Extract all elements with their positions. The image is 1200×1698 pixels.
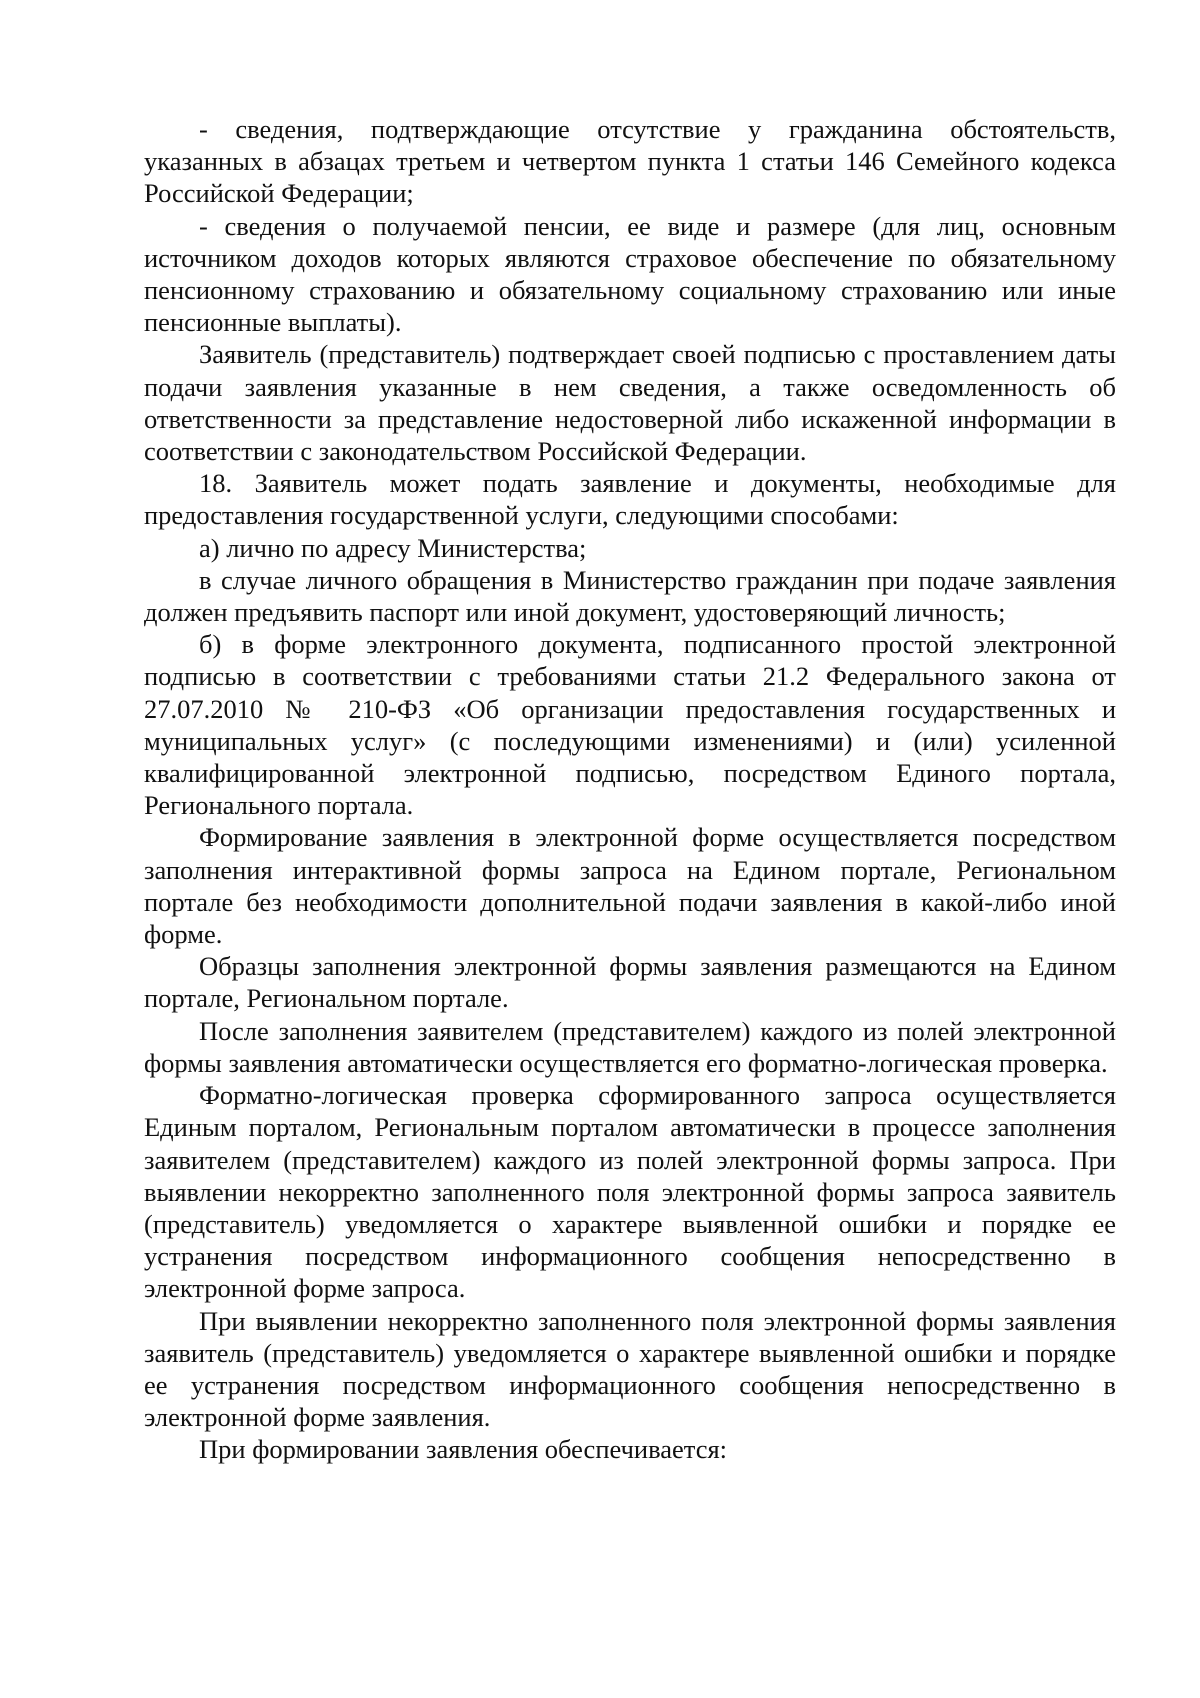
paragraph-item-18: 18. Заявитель может подать заявление и документы, необходимые для предоставления государственной услуги, следующими способами: [144,468,1116,531]
paragraph-applicant-signature: Заявитель (представитель) подтверждает своей подписью с проставлением даты подачи заявления указанные в нем сведения, а также осведомленность об ответственности за представление недостоверной либо искаженной информации в соответствии с законодательством Российской Федерации. [144,339,1116,467]
paragraph-form-samples: Образцы заполнения электронной формы заявления размещаются на Едином портале, Региональном портале. [144,951,1116,1014]
document-body [144,113,1116,1466]
paragraph-item-a: а) лично по адресу Министерства; [199,532,587,563]
paragraph-family-code-info: - сведения, подтверждающие отсутствие у гражданина обстоятельств, указанных в абзацах третьем и четвертом пункта 1 статьи 146 Семейного кодекса Российской Федерации; [144,114,1116,209]
paragraph-error-notification: При выявлении некорректно заполненного поля электронной формы заявления заявитель (представитель) уведомляется о характере выявленной ошибки и порядке ее устранения посредством информационного сообщения непосредственно в электронной форме заявления. [144,1305,1116,1433]
paragraph-pension-info: - сведения о получаемой пенсии, ее виде и размере (для лиц, основным источником доходов которых являются страховое обеспечение по обязательному пенсионному страхованию и обязательному социальному страхованию или иные пенсионные выплаты). [144,210,1116,338]
paragraph-item-b: б) в форме электронного документа, подписанного простой электронной подписью в соответствии с требованиями статьи 21.2 Федерального закона от 27.07.2010 № 210-ФЗ «Об организации предоставления государственных и муниципальных услуг» (с последующими изменениями) и (или) усиленной квалифицированной электронной подписью, посредством Единого портала, Регионального портала. [144,629,1116,821]
paragraph-auto-check: После заполнения заявителем (представителем) каждого из полей электронной формы заявления автоматически осуществляется его форматно-логическая проверка. [144,1015,1116,1078]
paragraph-format-logic-check: Форматно-логическая проверка сформированного запроса осуществляется Единым порталом, Региональным порталом автоматически в процессе заполнения заявителем (представителем) каждого из полей электронной формы запроса. При выявлении некорректно заполненного поля электронной формы запроса заявитель (представитель) уведомляется о характере выявленной ошибки и порядке ее устранения посредством информационного сообщения непосредственно в электронной форме запроса. [144,1080,1116,1304]
paragraph-electronic-form: Формирование заявления в электронной форме осуществляется посредством заполнения интерактивной формы запроса на Едином портале, Региональном портале без необходимости дополнительной подачи заявления в какой-либо иной форме. [144,822,1116,950]
paragraph-personal-visit: в случае личного обращения в Министерство гражданин при подаче заявления должен предъявить паспорт или иной документ, удостоверяющий личность; [144,564,1116,628]
paragraph-provision-intro: При формировании заявления обеспечивается: [199,1434,728,1465]
